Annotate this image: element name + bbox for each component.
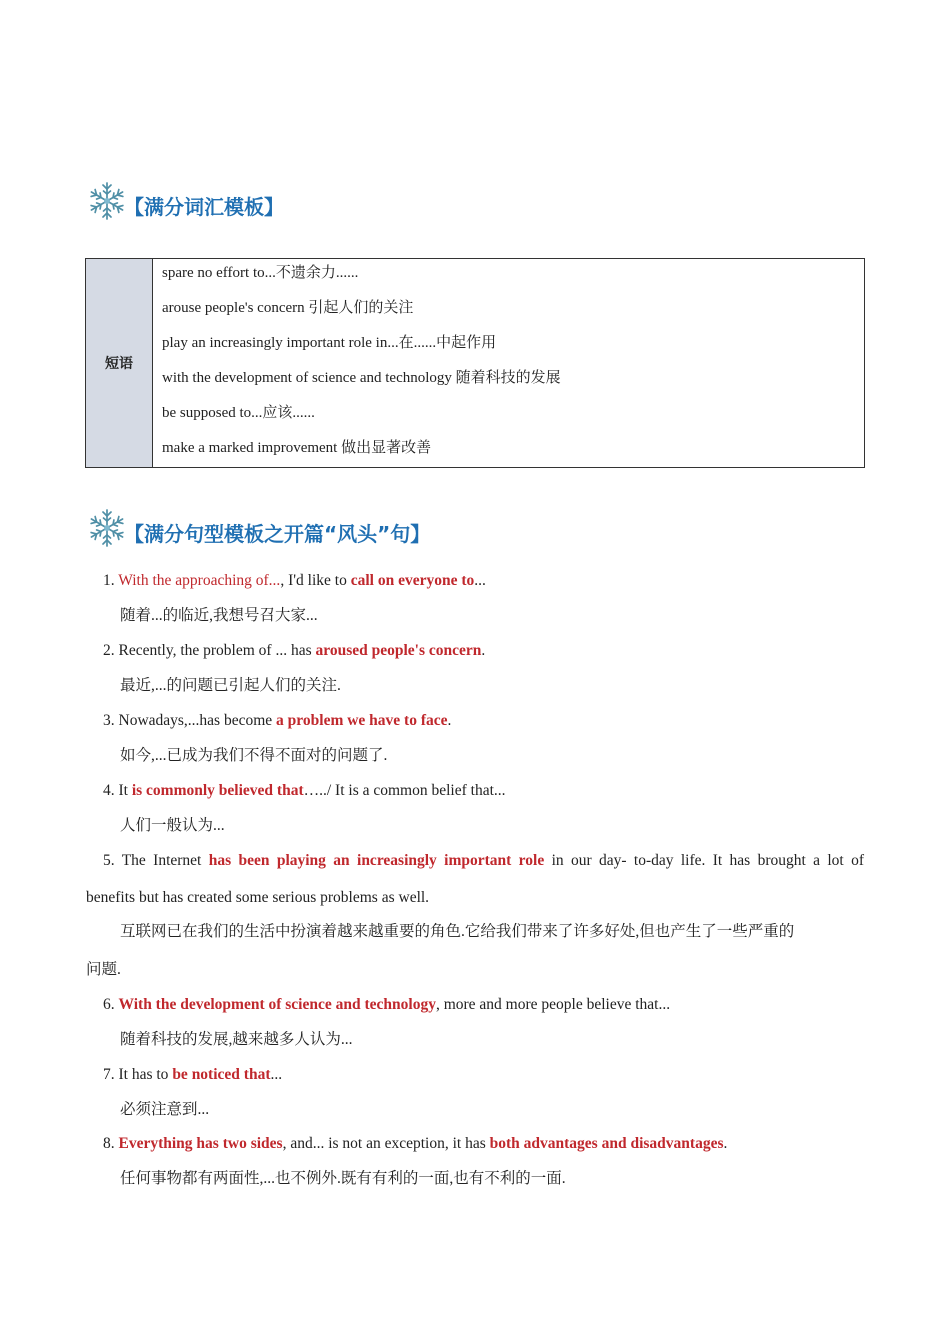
highlight-phrase: With the development of science and technology [118,996,436,1013]
sentence-english [103,711,451,731]
sentence-text: . [447,712,452,729]
sentence-chinese-continued: 问题. [86,961,121,978]
highlight-phrase: Everything has two sides [118,1135,283,1152]
vocab-section-title: 【满分词汇模板】 [124,195,284,219]
sentence-number: 7. [103,1066,119,1083]
snowflake-icon [86,507,128,549]
vocab-item: make a marked improvement 做出显著改善 [162,440,432,456]
sentence-number: 3. [103,712,119,729]
highlight-phrase: both advantages and disadvantages [489,1135,724,1152]
vocab-item: arouse people's concern 引起人们的关注 [162,300,414,316]
vocab-section-heading [86,176,284,222]
sentence-text: , I'd like to [280,572,351,589]
sentence-text: ... [270,1066,283,1083]
sentence-english [103,851,864,871]
sentence-english [103,571,486,591]
sentence-text: It [118,782,132,799]
vocab-table [85,258,865,468]
sentence-english [103,781,506,801]
vocab-list [153,259,864,467]
vocab-item: with the development of science and technology 随着科技的发展 [162,370,561,386]
sentence-number: 5. [103,852,122,869]
sentence-section-title: 【满分句型模板之开篇“风头”句】 [124,522,431,546]
highlight-phrase: aroused people's concern [315,642,482,659]
sentence-number: 4. [103,782,119,799]
highlight-phrase: is commonly believed that [131,782,304,799]
sentence-chinese: 如今,...已成为我们不得不面对的问题了. [120,747,388,764]
sentence-text: , and... is not an exception, it has [282,1135,490,1152]
vocab-item: play an increasingly important role in...在......中起作用 [162,335,497,351]
sentence-text: The Internet [121,852,209,869]
sentence-english-continued: benefits but has created some serious problems as well. [86,889,430,906]
sentence-english [103,1065,282,1085]
sentence-text: . [723,1135,728,1152]
sentence-text: Nowadays,...has become [118,712,277,729]
vocab-item: be supposed to...应该...... [162,405,315,421]
sentence-number: 2. [103,642,119,659]
sentence-text: ... [474,572,486,589]
sentence-chinese: 随着...的临近,我想号召大家... [120,607,318,624]
sentence-chinese: 互联网已在我们的生活中扮演着越来越重要的角色.它给我们带来了许多好处,但也产生了一些严重的 [120,923,795,940]
highlight-phrase: With the approaching of... [118,572,281,589]
sentence-text: , more and more people believe that... [435,996,671,1013]
sentence-chinese: 人们一般认为... [120,817,225,834]
sentence-chinese: 任何事物都有两面性,...也不例外.既有有利的一面,也有不利的一面. [120,1170,566,1187]
sentence-text: …../ It is a common belief that... [303,782,506,799]
snowflake-icon [86,180,128,222]
sentence-chinese: 必须注意到... [120,1101,210,1118]
sentence-english [103,995,670,1015]
sentence-english [103,641,485,661]
highlight-phrase: a problem we have to face [276,712,448,729]
sentence-chinese: 最近,...的问题已引起人们的关注. [120,677,341,694]
sentence-number: 6. [103,996,119,1013]
sentence-number: 8. [103,1135,119,1152]
highlight-phrase: call on everyone to [350,572,475,589]
highlight-phrase: be noticed that [172,1066,271,1083]
sentence-text: It has to [118,1066,173,1083]
vocab-item: spare no effort to...不遗余力...... [162,265,359,281]
sentence-section-heading [86,503,430,549]
sentence-chinese: 随着科技的发展,越来越多人认为... [120,1031,353,1048]
highlight-phrase: has been playing an increasingly important role [208,852,545,869]
sentence-text: in our day- to-day life. It has brought a lot of [544,852,864,869]
sentence-english [103,1134,727,1154]
table-row-label: 短语 [86,259,153,467]
sentence-text: Recently, the problem of ... has [118,642,316,659]
sentence-number: 1. [103,572,119,589]
sentence-text: . [481,642,486,659]
